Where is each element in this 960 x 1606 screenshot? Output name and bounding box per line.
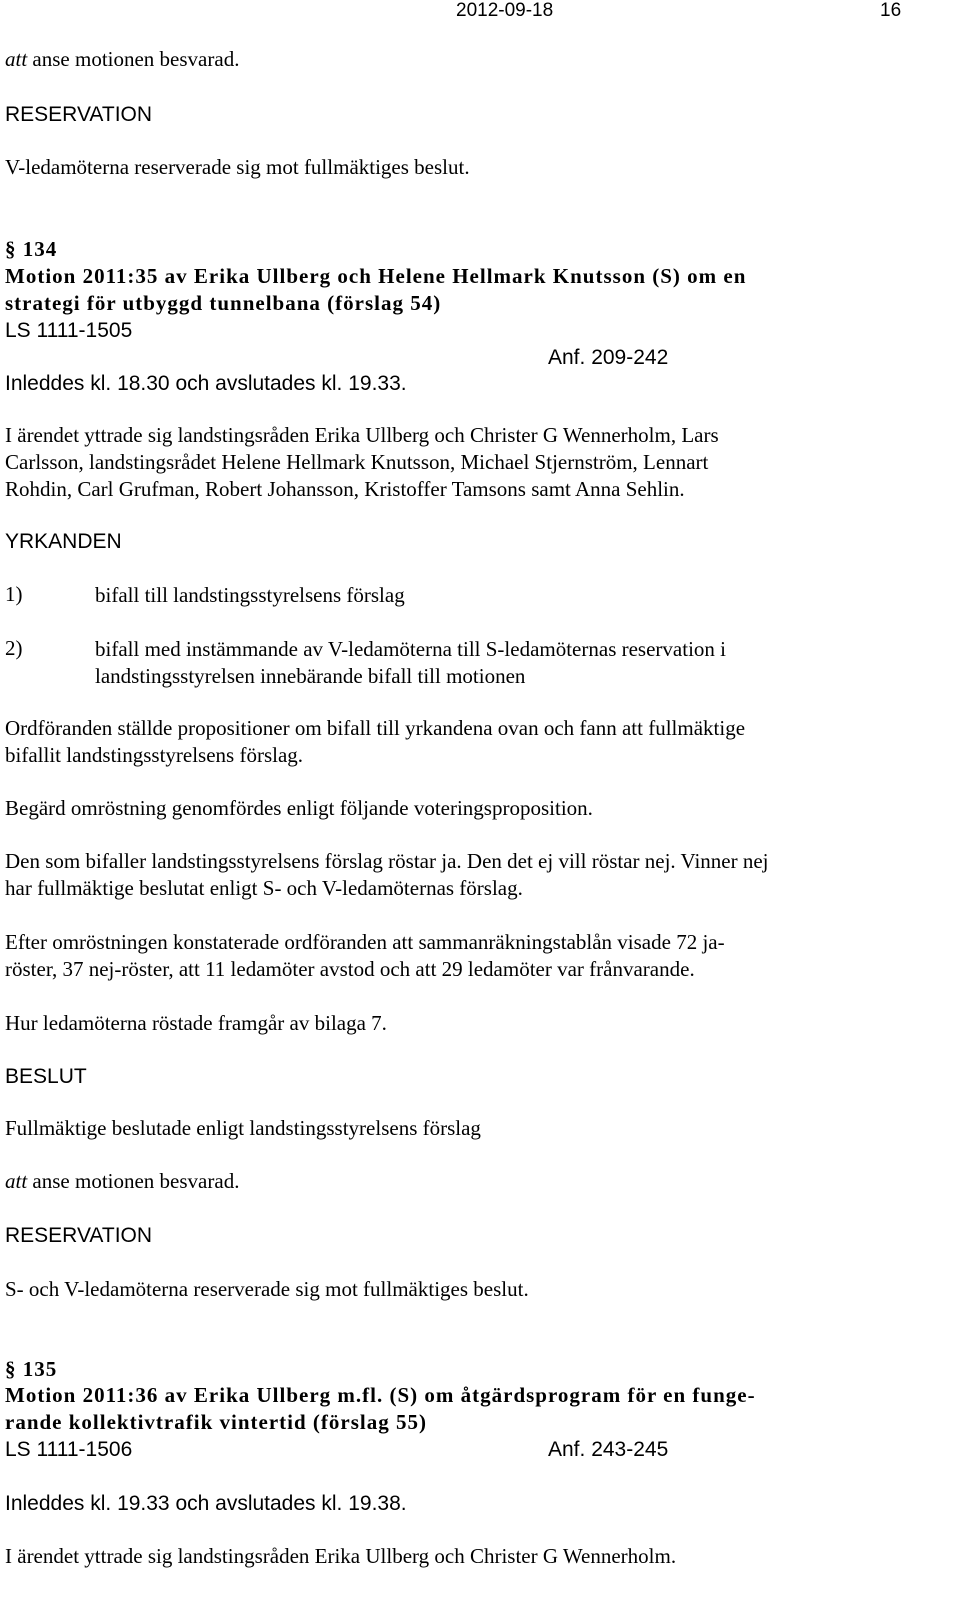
ls-ref-134: LS 1111-1505 xyxy=(5,319,133,342)
yrkande-2-text-line1: bifall med instämmande av V-ledamöterna till S-ledamöternas reservation i xyxy=(95,637,726,661)
anf-135: Anf. 243-245 xyxy=(548,1438,669,1461)
reservation-heading: RESERVATION xyxy=(5,103,153,126)
speakers-134-line2: Carlsson, landstingsrådet Helene Hellmark Knutsson, Michael Stjernström, Lennart xyxy=(5,450,709,474)
header-page-number: 16 xyxy=(880,0,902,21)
votering-line1: Den som bifaller landstingsstyrelsens förslag röstar ja. Den det ej vill röstar nej. Vinner nej xyxy=(5,849,769,873)
yrkande-1-text: bifall till landstingsstyrelsens förslag xyxy=(95,583,405,607)
yrkanden-heading: YRKANDEN xyxy=(5,530,122,553)
paragraph-134: § 134 xyxy=(5,237,58,261)
yrkande-2-number: 2) xyxy=(5,636,23,660)
header-date: 2012-09-18 xyxy=(456,0,554,21)
att-word-134: att xyxy=(5,1169,28,1193)
votering-line2: har fullmäktige beslutat enligt S- och V-ledamöternas förslag. xyxy=(5,876,523,900)
motion-135-title-line1: Motion 2011:36 av Erika Ullberg m.fl. (S) om åtgärdsprogram för en funge- xyxy=(5,1383,756,1407)
efter-line2: röster, 37 nej-röster, att 11 ledamöter avstod och att 29 ledamöter var frånvarande. xyxy=(5,957,695,981)
reservation-heading-134: RESERVATION xyxy=(5,1224,153,1247)
speakers-134-line3: Rohdin, Carl Grufman, Robert Johansson, Kristoffer Tamsons samt Anna Sehlin. xyxy=(5,477,685,501)
efter-line1: Efter omröstningen konstaterade ordföranden att sammanräkningstablån visade 72 ja- xyxy=(5,930,725,954)
motion-answered-line: att anse motionen besvarad. xyxy=(5,47,240,71)
ordforanden-line2: bifallit landstingsstyrelsens förslag. xyxy=(5,743,304,767)
ordforanden-line1: Ordföranden ställde propositioner om bifall till yrkandena ovan och fann att fullmäktige xyxy=(5,716,746,740)
speakers-135: I ärendet yttrade sig landstingsråden Erika Ullberg och Christer G Wennerholm. xyxy=(5,1544,677,1568)
paragraph-135: § 135 xyxy=(5,1357,58,1381)
reservation-text: V-ledamöterna reserverade sig mot fullmäktiges beslut. xyxy=(5,155,470,179)
beslut-text: Fullmäktige beslutade enligt landstingsstyrelsens förslag xyxy=(5,1116,481,1140)
att-word: att xyxy=(5,47,28,71)
begard-omrostning: Begärd omröstning genomfördes enligt följande voteringsproposition. xyxy=(5,796,593,820)
time-134: Inleddes kl. 18.30 och avslutades kl. 19.33. xyxy=(5,372,407,395)
beslut-heading: BESLUT xyxy=(5,1065,87,1088)
time-135: Inleddes kl. 19.33 och avslutades kl. 19.38. xyxy=(5,1492,407,1515)
speakers-134-line1: I ärendet yttrade sig landstingsråden Erika Ullberg och Christer G Wennerholm, Lars xyxy=(5,423,719,447)
yrkande-1-number: 1) xyxy=(5,582,23,606)
motion-135-title-line2: rande kollektivtrafik vintertid (förslag 55) xyxy=(5,1410,427,1434)
motion-answered-line-134: att anse motionen besvarad. xyxy=(5,1169,240,1193)
reservation-text-134: S- och V-ledamöterna reserverade sig mot fullmäktiges beslut. xyxy=(5,1277,529,1301)
motion-134-title-line2: strategi för utbyggd tunnelbana (förslag 54) xyxy=(5,291,442,315)
ls-ref-135: LS 1111-1506 xyxy=(5,1438,133,1461)
motion-134-title-line1: Motion 2011:35 av Erika Ullberg och Helene Hellmark Knutsson (S) om en xyxy=(5,264,747,288)
bilaga-text: Hur ledamöterna röstade framgår av bilaga 7. xyxy=(5,1011,387,1035)
anf-134: Anf. 209-242 xyxy=(548,346,669,369)
yrkande-2-text-line2: landstingsstyrelsen innebärande bifall till motionen xyxy=(95,664,526,688)
